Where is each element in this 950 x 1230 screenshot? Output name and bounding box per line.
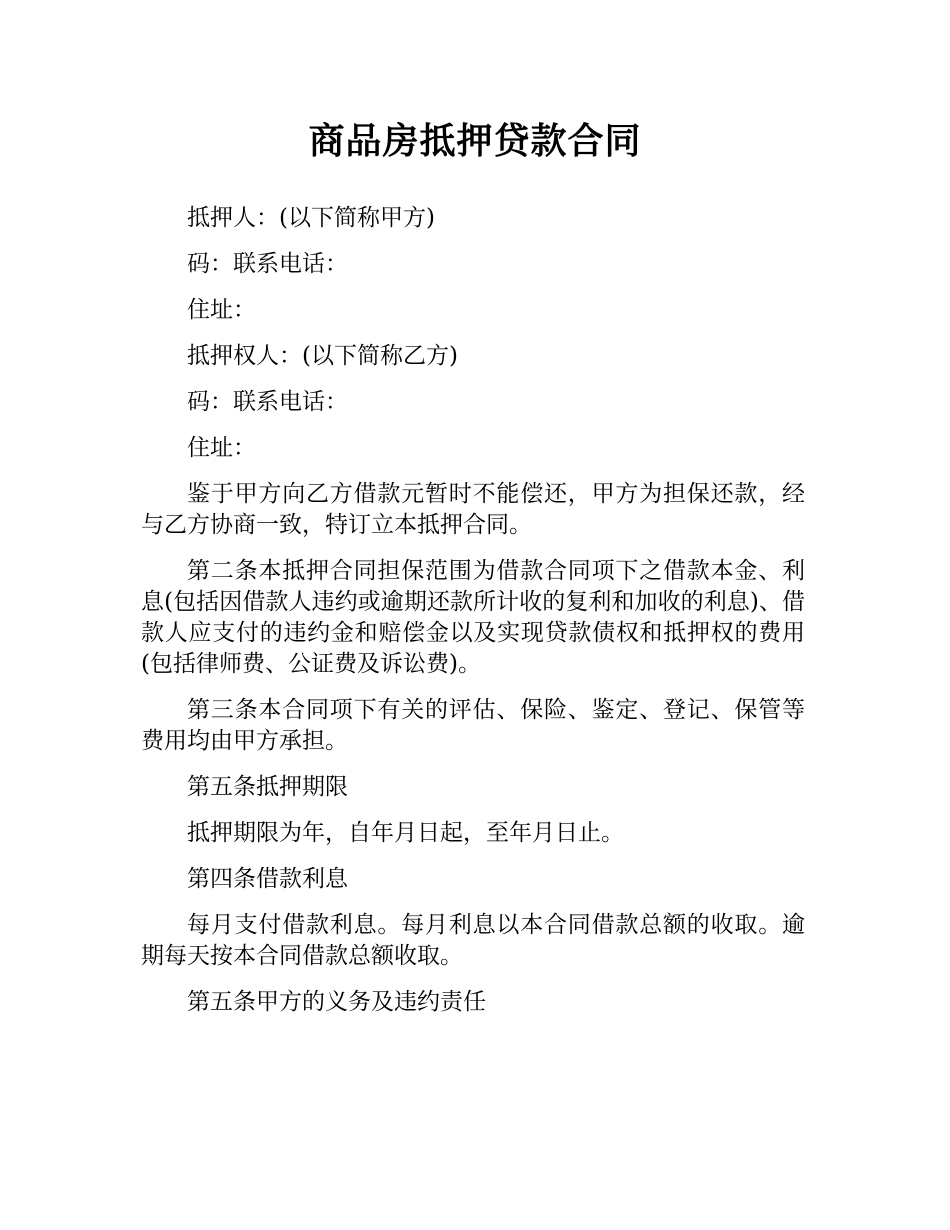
document-body bbox=[141, 203, 805, 1033]
paragraph-article-2: 第二条本抵押合同担保范围为借款合同项下之借款本金、利息(包括因借款人违约或逾期还款所计收的复利和加收的利息)、借款人应支付的违约金和赔偿金以及实现贷款债权和抵押权的费用(包括律师费、公证费及诉讼费)。 bbox=[141, 558, 805, 677]
paragraph-mortgagee: 抵押权人：(以下简称乙方) bbox=[187, 343, 458, 369]
heading-loan-interest: 第四条借款利息 bbox=[187, 866, 348, 892]
paragraph-loan-interest: 每月支付借款利息。每月利息以本合同借款总额的收取。逾期每天按本合同借款总额收取。 bbox=[141, 912, 805, 969]
document-title: 商品房抵押贷款合同 bbox=[308, 121, 642, 162]
heading-mortgage-term: 第五条抵押期限 bbox=[187, 774, 348, 800]
paragraph-mortgagee-address: 住址： bbox=[187, 435, 256, 461]
paragraph-mortgagee-contact: 码：联系电话： bbox=[187, 389, 348, 415]
paragraph-mortgagor: 抵押人：(以下简称甲方) bbox=[187, 205, 435, 231]
paragraph-preamble: 鉴于甲方向乙方借款元暂时不能偿还，甲方为担保还款，经与乙方协商一致，特订立本抵押合同。 bbox=[141, 481, 805, 538]
heading-party-a-obligations: 第五条甲方的义务及违约责任 bbox=[187, 989, 486, 1015]
paragraph-article-3: 第三条本合同项下有关的评估、保险、鉴定、登记、保管等费用均由甲方承担。 bbox=[141, 697, 805, 754]
paragraph-mortgagor-contact: 码：联系电话： bbox=[187, 251, 348, 277]
paragraph-mortgage-term: 抵押期限为年，自年月日起，至年月日止。 bbox=[187, 820, 624, 846]
paragraph-mortgagor-address: 住址： bbox=[187, 297, 256, 323]
